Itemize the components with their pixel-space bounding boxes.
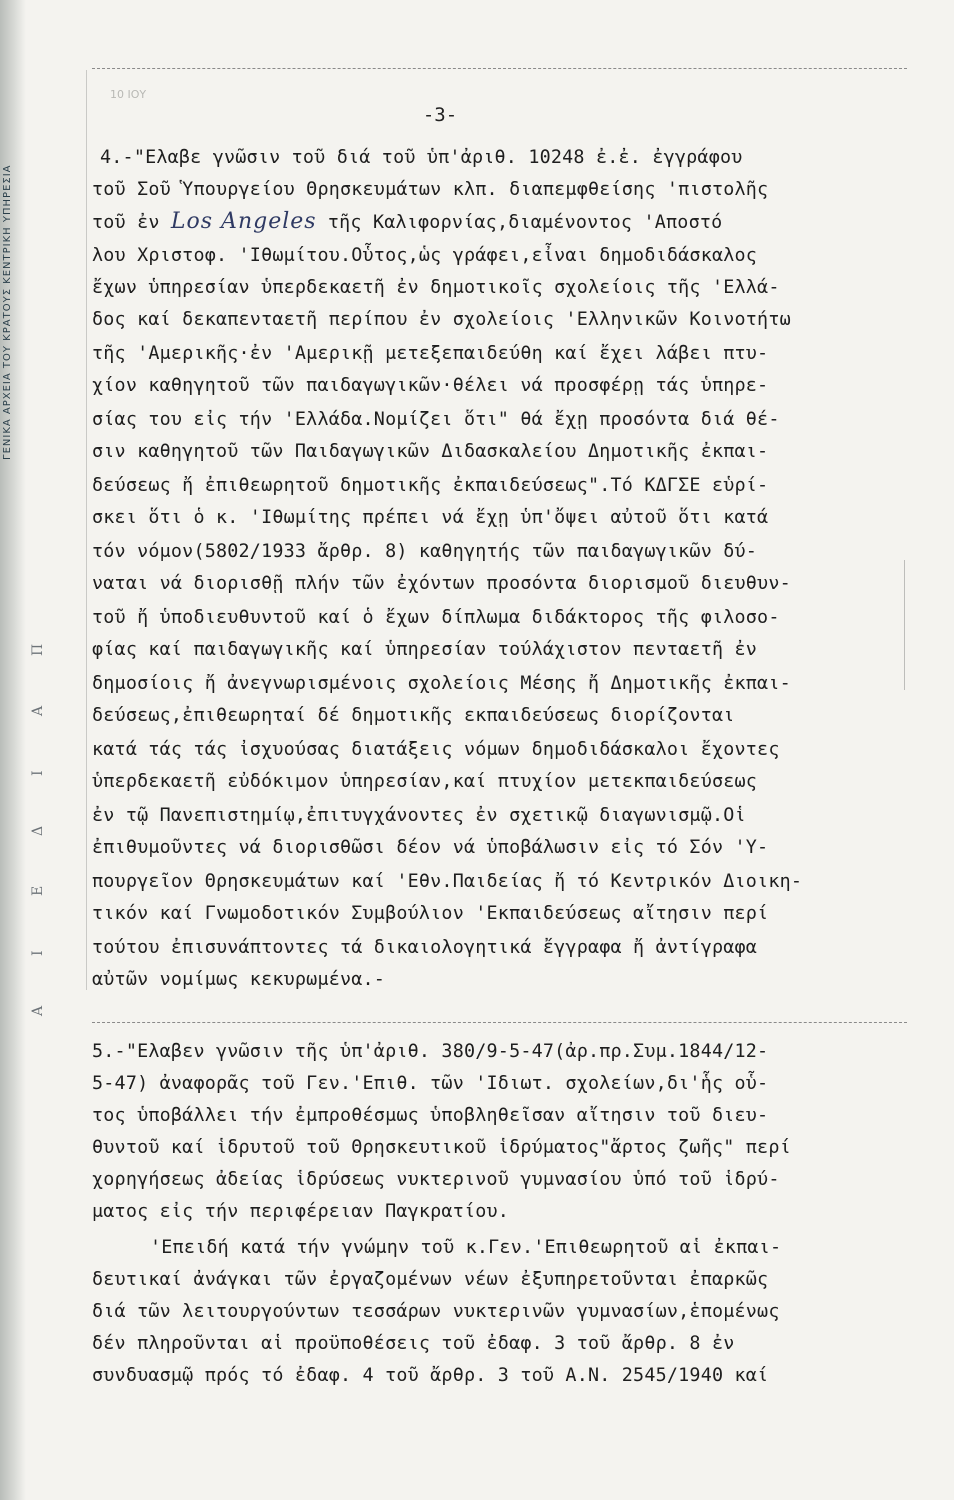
text-line: αὐτῶν νομίμως κεκυρωμένα.- bbox=[92, 969, 386, 990]
text-line: δημοσίοις ἤ ἀνεγνωρισμένοις σχολείοις Μέσης ἤ Δημοτικῆς ἐκπαι- bbox=[92, 673, 791, 694]
right-margin-mark bbox=[904, 560, 905, 690]
text-line: 5.-"Ελαβεν γνῶσιν τῆς ὑπ'ἀριθ. 380/9-5-47(ἀρ.πρ.Συμ.1844/12- bbox=[92, 1041, 769, 1062]
text-span: τῆς Καλιφορνίας,διαμένοντος 'Αποστό bbox=[327, 212, 723, 233]
text-line: ἐπιθυμοῦντες νά διορισθῶσι δέον νά ὑποβάλωσιν εἰς τό Σόν 'Υ- bbox=[92, 837, 769, 858]
archive-watermark-letters bbox=[30, 640, 46, 1016]
archive-letter: Α bbox=[30, 705, 46, 716]
text-line: χίον καθηγητοῦ τῶν παιδαγωγικῶν·θέλει νά προσφέρῃ τάς ὑπηρε- bbox=[92, 375, 769, 396]
text-line: ὑπερδεκαετῆ εὐδόκιμον ὑπηρεσίαν,καί πτυχίον μετεκπαιδεύσεως bbox=[92, 771, 758, 792]
archive-letter: Δ bbox=[30, 825, 46, 836]
text-line: τόν νόμον(5802/1933 ἄρθρ. 8) καθηγητής τῶν παιδαγωγικῶν δύ- bbox=[92, 541, 758, 562]
archive-letter: Π bbox=[30, 643, 46, 656]
archive-letter: Ι bbox=[30, 770, 46, 776]
text-line: τοῦ Σοῦ Ὑπουργείου Θρησκευμάτων κλπ. διαπεμφθείσης 'πιστολῆς bbox=[92, 179, 769, 200]
section-rule bbox=[92, 1022, 907, 1023]
text-line: τῆς 'Αμερικῆς·ἐν 'Αμερικῇ μετεξεπαιδεύθη καί ἔχει λάβει πτυ- bbox=[92, 343, 769, 364]
faint-stamp: 10 ΙΟΥ bbox=[110, 88, 147, 101]
text-line: 5-47) ἀναφορᾶς τοῦ Γεν.'Επιθ. τῶν 'Ιδιωτ. σχολείων,δι'ἧς οὗ- bbox=[92, 1073, 769, 1094]
binding-strip bbox=[0, 0, 26, 1500]
top-rule bbox=[92, 68, 907, 69]
text-line: χορηγήσεως ἀδείας ἱδρύσεως νυκτερινοῦ γυμνασίου ὑπό τοῦ ἱδρύ- bbox=[92, 1169, 780, 1190]
text-line: σιν καθηγητοῦ τῶν Παιδαγωγικῶν Διδασκαλείου Δημοτικῆς ἐκπαι- bbox=[92, 441, 769, 462]
text-span: τοῦ ἐν bbox=[92, 212, 160, 233]
text-line: τικόν καί Γνωμοδοτικόν Συμβούλιον 'Εκπαιδεύσεως αἴτησιν περί bbox=[92, 903, 769, 924]
text-line: δος καί δεκαπενταετῆ περίπου ἐν σχολείοις 'Ελληνικῶν Κοινοτήτω bbox=[92, 309, 791, 330]
text-line: δευτικαί ἀνάγκαι τῶν ἐργαζομένων νέων ἐξυπηρετοῦνται ἐπαρκῶς bbox=[92, 1269, 769, 1290]
text-line: διά τῶν λειτουργούντων τεσσάρων νυκτερινῶν γυμνασίων,ἑπομένως bbox=[92, 1301, 780, 1322]
text-line: φίας καί παιδαγωγικῆς καί ὑπηρεσίαν τούλάχιστον πενταετῆ ἐν bbox=[92, 639, 758, 660]
text-line: λου Χριστοφ. 'Ιθωμίτου.Οὗτος,ὡς γράφει,εἶναι δημοδιδάσκαλος bbox=[92, 245, 758, 266]
handwritten-place-name: Los Angeles bbox=[170, 209, 317, 234]
page-number: -3- bbox=[422, 104, 458, 126]
text-line: τος ὑποβάλλει τήν ἐμπροθέσμως ὑποβληθεῖσαν αἴτησιν τοῦ διευ- bbox=[92, 1105, 769, 1126]
text-line: δεύσεως,ἐπιθεωρηταί δέ δημοτικῆς εκπαιδεύσεως διορίζονται bbox=[92, 705, 735, 726]
text-line: συνδυασμῷ πρός τό ἐδαφ. 4 τοῦ ἄρθρ. 3 τοῦ Α.Ν. 2545/1940 καί bbox=[92, 1365, 769, 1386]
text-line: πουργεῖον Θρησκευμάτων καί 'Εθν.Παιδείας ἤ τό Κεντρικόν Διοικη- bbox=[92, 871, 803, 892]
text-line: ματος εἰς τήν περιφέρειαν Παγκρατίου. bbox=[92, 1201, 510, 1222]
text-line: κατά τάς τάς ἰσχυούσας διατάξεις νόμων δημοδιδάσκαλοι ἔχοντες bbox=[92, 739, 780, 760]
text-line-handwritten bbox=[92, 209, 723, 234]
text-line: τοῦ ἤ ὑποδιευθυντοῦ καί ὁ ἔχων δίπλωμα διδάκτορος τῆς φιλοσο- bbox=[92, 607, 780, 628]
text-line: ἐν τῷ Πανεπιστημίῳ,ἐπιτυγχάνοντες ἐν σχετικῷ διαγωνισμῷ.Οἱ bbox=[92, 805, 746, 826]
text-line: ἔχων ὑπηρεσίαν ὑπερδεκαετῆ ἐν δημοτικοῖς σχολείοις τῆς 'Ελλά- bbox=[92, 277, 780, 298]
archive-letter: Α bbox=[30, 1005, 46, 1016]
text-line: δέν πληροῦνται αἱ προϋποθέσεις τοῦ ἐδαφ. 3 τοῦ ἄρθρ. 8 ἐν bbox=[92, 1333, 735, 1354]
spine-archive-text: ΓΕΝΙΚΑ ΑΡΧΕΙΑ ΤΟΥ ΚΡΑΤΟΥΣ ΚΕΝΤΡΙΚΗ ΥΠΗΡΕΣΙΑ bbox=[2, 164, 13, 460]
archive-letter: Ι bbox=[30, 950, 46, 956]
text-line: θυντοῦ καί ἱδρυτοῦ τοῦ Θρησκευτικοῦ ἱδρύματος"ἄρτος ζωῆς" περί bbox=[92, 1137, 791, 1158]
text-line: σκει ὅτι ὁ κ. 'Ιθωμίτης πρέπει νά ἔχῃ ὑπ'ὄψει αὐτοῦ ὅτι κατά bbox=[92, 507, 769, 528]
text-line: τούτου ἐπισυνάπτοντες τά δικαιολογητικά ἔγγραφα ἤ ἀντίγραφα bbox=[92, 937, 758, 958]
text-line: ναται νά διορισθῇ πλήν τῶν ἐχόντων προσόντα διορισμοῦ διευθυν- bbox=[92, 573, 791, 594]
text-line: 4.-"Ελαβε γνῶσιν τοῦ διά τοῦ ὑπ'ἀριθ. 10248 ἐ.ἐ. ἐγγράφου bbox=[100, 147, 743, 168]
text-line: 'Επειδή κατά τήν γνώμην τοῦ κ.Γεν.'Επιθεωρητοῦ αἱ ἐκπαι- bbox=[150, 1237, 782, 1258]
text-line: δεύσεως ἤ ἐπιθεωρητοῦ δημοτικῆς ἐκπαιδεύσεως".Τό ΚΔΓΣΕ εὑρί- bbox=[92, 475, 769, 496]
archive-letter: Ε bbox=[30, 885, 46, 896]
left-margin-rule bbox=[86, 70, 87, 990]
text-line: σίας του εἰς τήν 'Ελλάδα.Νομίζει ὅτι" θά ἔχῃ προσόντα διά θέ- bbox=[92, 409, 780, 430]
